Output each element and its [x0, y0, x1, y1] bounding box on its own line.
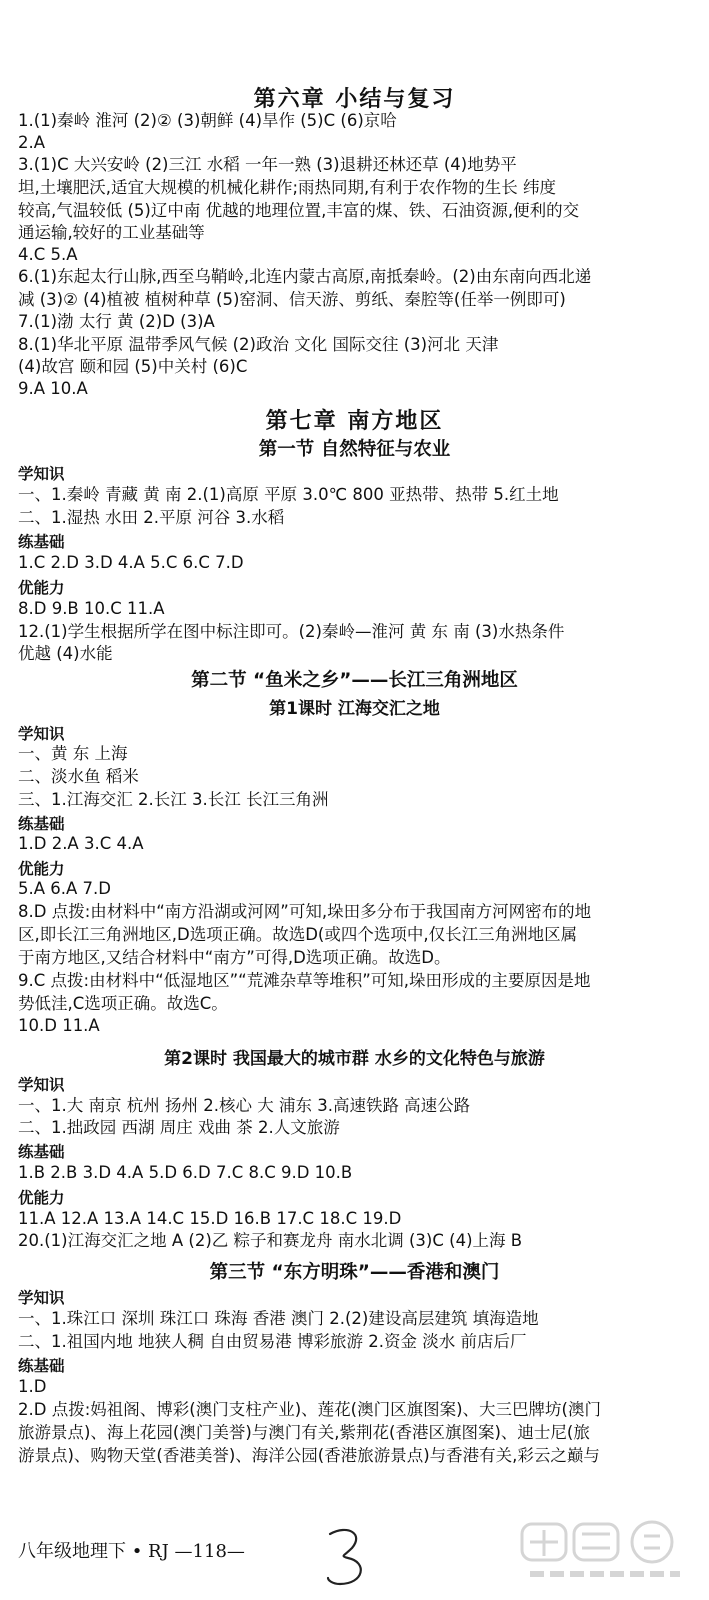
- label-lian-jichu: 练基础: [18, 1357, 65, 1375]
- answer-line: 区,即长江三角洲地区,D选项正确。故选D(或四个选项中,仅长江三角洲地区属: [18, 925, 578, 944]
- answer-line: 二、1.湿热 水田 2.平原 河谷 3.水稻: [18, 508, 285, 527]
- answer-line: 8.D 9.B 10.C 11.A: [18, 599, 165, 618]
- answer-line: 通运输,较好的工业基础等: [18, 223, 205, 242]
- page-footer: 八年级地理下 • RJ —118—: [18, 1541, 245, 1562]
- answer-line: 二、淡水鱼 稻米: [18, 767, 139, 786]
- lesson2-title: 第2课时 我国最大的城市群 水乡的文化特色与旅游: [164, 1049, 545, 1069]
- lesson1-title: 第1课时 江海交汇之地: [269, 699, 440, 719]
- label-xue-zhishi: 学知识: [18, 725, 65, 743]
- label-xue-zhishi: 学知识: [18, 1076, 65, 1094]
- answer-line: 减 (3)② (4)植被 植树种草 (5)窑洞、信天游、剪纸、秦腔等(任举一例即可): [18, 290, 566, 309]
- answer-line: 1.C 2.D 3.D 4.A 5.C 6.C 7.D: [18, 553, 244, 572]
- answer-line: 1.D 2.A 3.C 4.A: [18, 834, 144, 853]
- watermark-logo: [520, 1520, 700, 1590]
- answer-line: 优越 (4)水能: [18, 644, 113, 663]
- answer-line: 8.D 点拨:由材料中“南方沿湖或河网”可知,垛田多分布于我国南方河网密布的地: [18, 902, 592, 921]
- section3-title: 第三节 “东方明珠”——香港和澳门: [209, 1262, 500, 1283]
- answer-line: 一、1.秦岭 青藏 黄 南 2.(1)高原 平原 3.0℃ 800 亚热带、热带 5.红土地: [18, 485, 559, 504]
- label-lian-jichu: 练基础: [18, 815, 65, 833]
- answer-line: (4)故宫 颐和园 (5)中关村 (6)C: [18, 357, 248, 376]
- handwritten-scribble: [318, 1522, 378, 1592]
- answer-line: 二、1.拙政园 西湖 周庄 戏曲 茶 2.人文旅游: [18, 1118, 340, 1137]
- answer-line: 12.(1)学生根据所学在图中标注即可。(2)秦岭—淮河 黄 东 南 (3)水热条件: [18, 622, 565, 641]
- answer-line: 11.A 12.A 13.A 14.C 15.D 16.B 17.C 18.C 19.D: [18, 1209, 402, 1228]
- chapter6-title: 第六章 小结与复习: [253, 86, 456, 112]
- answer-line: 9.A 10.A: [18, 379, 88, 398]
- label-xue-zhishi: 学知识: [18, 465, 65, 483]
- answer-line: 1.B 2.B 3.D 4.A 5.D 6.D 7.C 8.C 9.D 10.B: [18, 1163, 353, 1182]
- answer-line: 坦,土壤肥沃,适宜大规模的机械化耕作;雨热同期,有利于农作物的生长 纬度: [18, 178, 557, 197]
- answer-line: 势低洼,C选项正确。故选C。: [18, 994, 228, 1013]
- answer-line: 较高,气温较低 (5)辽中南 优越的地理位置,丰富的煤、铁、石油资源,便利的交: [18, 201, 580, 220]
- answer-line: 10.D 11.A: [18, 1016, 100, 1035]
- answer-line: 1.D: [18, 1377, 47, 1396]
- label-lian-jichu: 练基础: [18, 1143, 65, 1161]
- label-you-nengli: 优能力: [18, 1189, 65, 1207]
- label-xue-zhishi: 学知识: [18, 1289, 65, 1307]
- answer-line: 5.A 6.A 7.D: [18, 879, 111, 898]
- answer-line: 7.(1)渤 太行 黄 (2)D (3)A: [18, 312, 215, 331]
- answer-line: 三、1.江海交汇 2.长江 3.长江 长江三角洲: [18, 790, 329, 809]
- answer-line: 2.D 点拨:妈祖阁、博彩(澳门支柱产业)、莲花(澳门区旗图案)、大三巴牌坊(澳门: [18, 1400, 601, 1419]
- answer-line: 于南方地区,又结合材料中“南方”可得,D选项正确。故选D。: [18, 948, 451, 967]
- answer-line: 9.C 点拨:由材料中“低湿地区”“荒滩杂草等堆积”可知,垛田形成的主要原因是地: [18, 971, 591, 990]
- answer-line: 旅游景点)、海上花园(澳门美誉)与澳门有关,紫荆花(香港区旗图案)、迪士尼(旅: [18, 1423, 590, 1442]
- answer-line: 游景点)、购物天堂(香港美誉)、海洋公园(香港旅游景点)与香港有关,彩云之巅与: [18, 1446, 600, 1465]
- answer-line: 20.(1)江海交汇之地 A (2)乙 粽子和赛龙舟 南水北调 (3)C (4)上海 B: [18, 1231, 523, 1250]
- answer-line: 一、1.珠江口 深圳 珠江口 珠海 香港 澳门 2.(2)建设高层建筑 填海造地: [18, 1309, 539, 1328]
- answer-line: 3.(1)C 大兴安岭 (2)三江 水稻 一年一熟 (3)退耕还林还草 (4)地势平: [18, 155, 517, 174]
- label-you-nengli: 优能力: [18, 579, 65, 597]
- answer-line: 一、黄 东 上海: [18, 744, 128, 763]
- chapter7-title: 第七章 南方地区: [265, 408, 444, 434]
- section2-title: 第二节 “鱼米之乡”——长江三角洲地区: [191, 670, 518, 691]
- answer-line: 1.(1)秦岭 淮河 (2)② (3)朝鲜 (4)旱作 (5)C (6)京哈: [18, 111, 397, 130]
- answer-line: 2.A: [18, 133, 46, 152]
- label-you-nengli: 优能力: [18, 860, 65, 878]
- answer-line: 二、1.祖国内地 地狭人稠 自由贸易港 博彩旅游 2.资金 淡水 前店后厂: [18, 1332, 527, 1351]
- answer-line: 4.C 5.A: [18, 245, 78, 264]
- label-lian-jichu: 练基础: [18, 533, 65, 551]
- answer-line: 8.(1)华北平原 温带季风气候 (2)政治 文化 国际交往 (3)河北 天津: [18, 335, 499, 354]
- section1-title: 第一节 自然特征与农业: [258, 439, 451, 460]
- answer-line: 一、1.大 南京 杭州 扬州 2.核心 大 浦东 3.高速铁路 高速公路: [18, 1096, 471, 1115]
- answer-line: 6.(1)东起太行山脉,西至乌鞘岭,北连内蒙古高原,南抵秦岭。(2)由东南向西北递: [18, 267, 592, 286]
